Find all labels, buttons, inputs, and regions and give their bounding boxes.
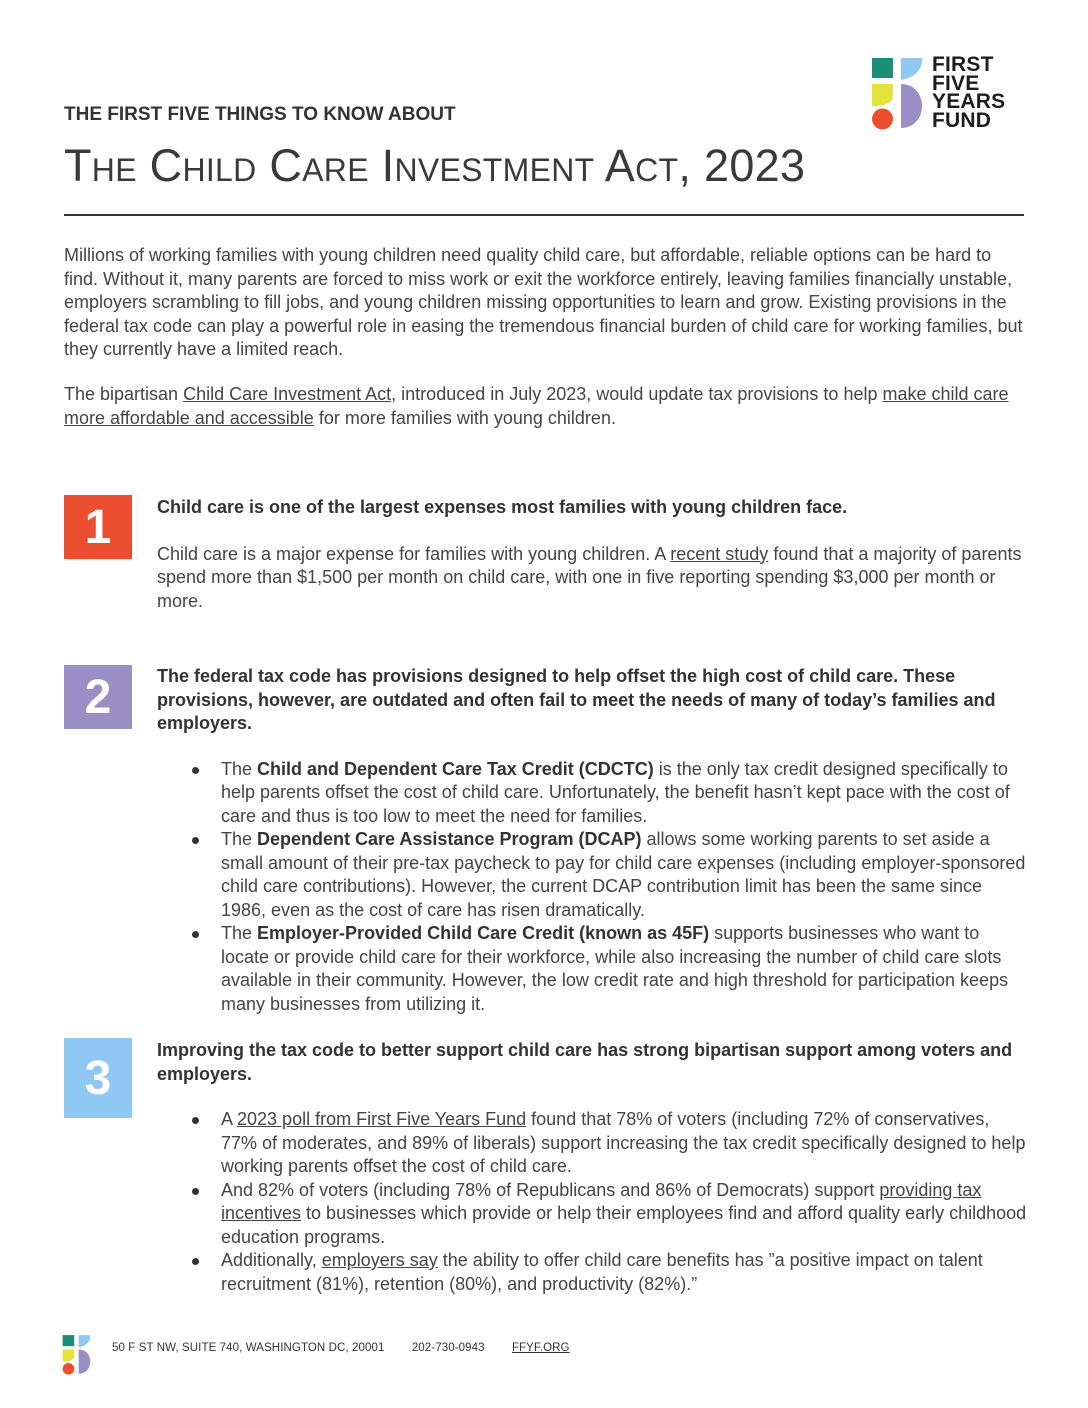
- list-item: And 82% of voters (including 78% of Republicans and 86% of Democrats) support providing tax incentives to businesses which provide or help their employees find and afford quality early childhood education programs.: [157, 1179, 1029, 1250]
- ffyf-logo: [872, 53, 1012, 136]
- intro-paragraph-bill: The bipartisan Child Care Investment Act, introduced in July 2023, would update tax provisions to help make child care more affordable and accessible for more families with young children.: [64, 384, 1009, 428]
- section-3: [157, 1039, 1029, 1296]
- ffyf-poll-link[interactable]: 2023 poll from First Five Years Fund: [237, 1109, 527, 1129]
- section-number-badge: 2: [64, 665, 132, 729]
- page-eyebrow: THE FIRST FIVE THINGS TO KNOW ABOUT: [64, 104, 456, 125]
- list-item: The Dependent Care Assistance Program (DCAP) allows some working parents to set aside a small amount of their pre-tax paycheck to pay for child care expenses (including employer-sponsored child care contributions). However, the current DCAP contribution limit has been the same since 1986, even as the cost of care has risen dramatically.: [157, 828, 1029, 922]
- footer-phone: 202-730-0943: [411, 1342, 485, 1354]
- recent-study-link[interactable]: recent study: [670, 543, 769, 564]
- bullet-list: [157, 1108, 1029, 1296]
- section-heading: Improving the tax code to better support child care has strong bipartisan support among voters and employers.: [157, 1040, 1013, 1084]
- logo-line: FIRST: [932, 53, 994, 76]
- section-number-badge: 3: [64, 1038, 132, 1118]
- ffyf-logo-wordmark: [932, 53, 1022, 132]
- section-number-badge: 1: [64, 495, 132, 559]
- logo-line: FUND: [932, 108, 992, 132]
- page-title: The Child Care Investment Act, 2023: [64, 140, 806, 191]
- list-item: The Employer-Provided Child Care Credit (known as 45F) supports businesses who want to locate or provide child care for their workforce, while also increasing the number of child care slots available in their community. However, the low credit rate and high threshold for participation keeps many businesses from utilizing it.: [157, 922, 1029, 1016]
- section-body: Child care is a major expense for families with young children. A recent study found that a majority of parents spend more than $1,500 per month on child care, with one in five reporting spending $3,000 per month or more.: [157, 543, 1022, 611]
- employers-say-link[interactable]: employers say: [321, 1250, 438, 1270]
- list-item: The Child and Dependent Care Tax Credit (CDCTC) is the only tax credit designed specifically to help parents offset the cost of child care. Unfortunately, the benefit hasn’t kept pace with the cost of care and thus is too low to meet the need for families.: [157, 758, 1029, 829]
- tax-incentives-link[interactable]: providing tax incentives: [221, 1179, 982, 1223]
- child-care-investment-act-link[interactable]: Child Care Investment Act: [183, 384, 392, 404]
- intro-paragraph: Millions of working families with young children need quality child care, but affordable, reliable options can be hard to find. Without it, many parents are forced to miss work or exit the workforce entirely, leaving families financially unstable, employers scrambling to fill jobs, and young children missing opportunities to learn and grow. Existing provisions in the federal tax code can play a powerful role in easing the tremendous financial burden of child care for working families, but they currently have a limited reach.: [64, 245, 1023, 359]
- section-2: [157, 665, 1029, 1016]
- logo-line: FIVE: [932, 71, 980, 95]
- bullet-list: [157, 758, 1029, 1017]
- section-heading: The federal tax code has provisions designed to help offset the high cost of child care. These provisions, however, are outdated and often fail to meet the needs of many of today’s families and employers.: [157, 666, 996, 733]
- footer-address: 50 F ST NW, SUITE 740, WASHINGTON DC, 20001: [112, 1342, 385, 1354]
- section-1: [157, 496, 1029, 613]
- ffyf-logo-mark-icon: [872, 56, 924, 132]
- list-item: Additionally, employers say the ability to offer child care benefits has ”a positive impact on talent recruitment (81%), retention (80%), and productivity (82%).”: [157, 1249, 1029, 1296]
- logo-line: YEARS: [932, 90, 1006, 113]
- affordable-accessible-link[interactable]: make child care more affordable and accessible: [64, 384, 1009, 428]
- ffyf-footer-logo-icon: [62, 1334, 92, 1376]
- list-item: A 2023 poll from First Five Years Fund found that 78% of voters (including 72% of conservatives, 77% of moderates, and 89% of liberals) support increasing the tax credit specifically designed to help working parents offset the cost of child care.: [157, 1108, 1029, 1179]
- footer-website-link[interactable]: FFYF.ORG: [511, 1342, 570, 1354]
- footer-contact: [112, 1342, 570, 1354]
- page-footer: [62, 1334, 762, 1378]
- section-heading: Child care is one of the largest expenses most families with young children face.: [157, 497, 848, 517]
- title-divider: [64, 214, 1024, 216]
